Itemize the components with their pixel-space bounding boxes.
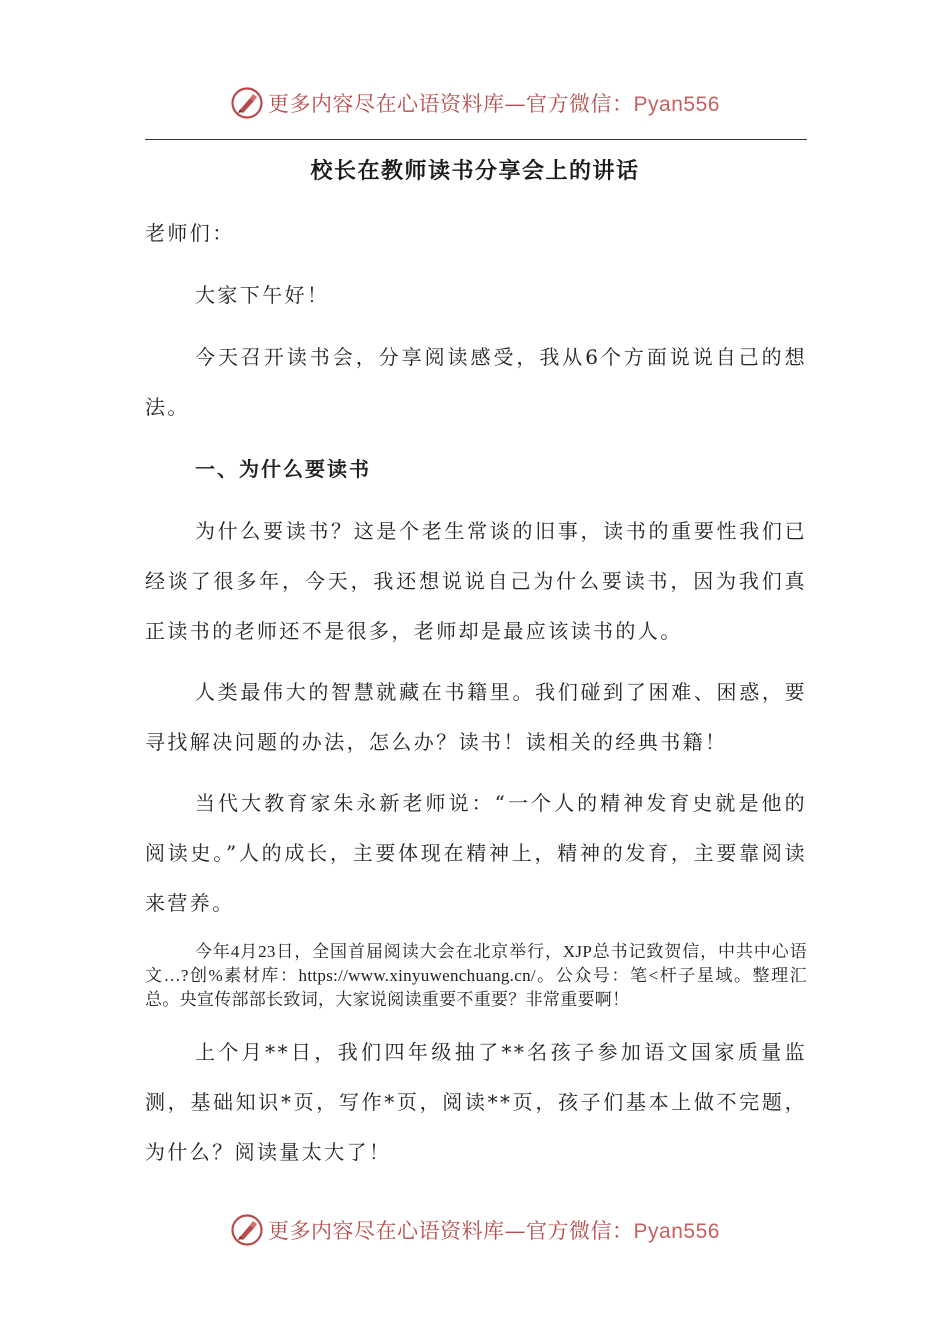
pen-logo-icon bbox=[230, 1213, 264, 1247]
banner-wechat-id: Pyan556 bbox=[633, 93, 720, 116]
banner-text: 更多内容尽在心语资料库—官方微信： bbox=[268, 92, 634, 116]
salutation: 老师们： bbox=[145, 221, 235, 245]
paragraph-greeting: 大家下午好！ bbox=[195, 283, 330, 307]
header-divider bbox=[145, 139, 807, 140]
paragraph-wisdom: 人类最伟大的智慧就藏在书籍里。我们碰到了困难、困惑，要寻找解决问题的办法，怎么办？读书！读相关的经典书籍！ bbox=[145, 680, 807, 754]
paragraph-monitoring: 上个月**日，我们四年级抽了**名孩子参加语文国家质量监测，基础知识*页，写作*页，阅读**页，孩子们基本上做不完题，为什么？阅读量太大了！ bbox=[145, 1040, 807, 1164]
paragraph-reading-conference: 今年4月23日，全国首届阅读大会在北京举行，XJP总书记致贺信，中共中心语文…?创%素材库：https://www.xinyuwenchuang.cn/。公众号：笔<杆子星域。整理汇总。央宣传部部长致词，大家说阅读重要不重要？非常重要啊！ bbox=[145, 942, 807, 1009]
footer-banner bbox=[0, 1210, 950, 1250]
banner-wechat-id: Pyan556 bbox=[633, 1220, 720, 1243]
pen-logo-icon bbox=[230, 86, 264, 120]
header-banner bbox=[0, 83, 950, 123]
paragraph-quote: 当代大教育家朱永新老师说：“一个人的精神发育史就是他的阅读史。”人的成长，主要体现在精神上，精神的发育，主要靠阅读来营养。 bbox=[145, 791, 807, 915]
banner-text: 更多内容尽在心语资料库—官方微信： bbox=[268, 1219, 634, 1243]
section-heading: 一、为什么要读书 bbox=[195, 457, 371, 481]
paragraph-why-read: 为什么要读书？这是个老生常谈的旧事，读书的重要性我们已经谈了很多年，今天，我还想说说自己为什么要读书，因为我们真正读书的老师还不是很多，老师却是最应该读书的人。 bbox=[145, 519, 807, 643]
paragraph-intro: 今天召开读书会，分享阅读感受，我从6个方面说说自己的想法。 bbox=[145, 345, 807, 419]
page-title: 校长在教师读书分享会上的讲话 bbox=[310, 159, 640, 184]
